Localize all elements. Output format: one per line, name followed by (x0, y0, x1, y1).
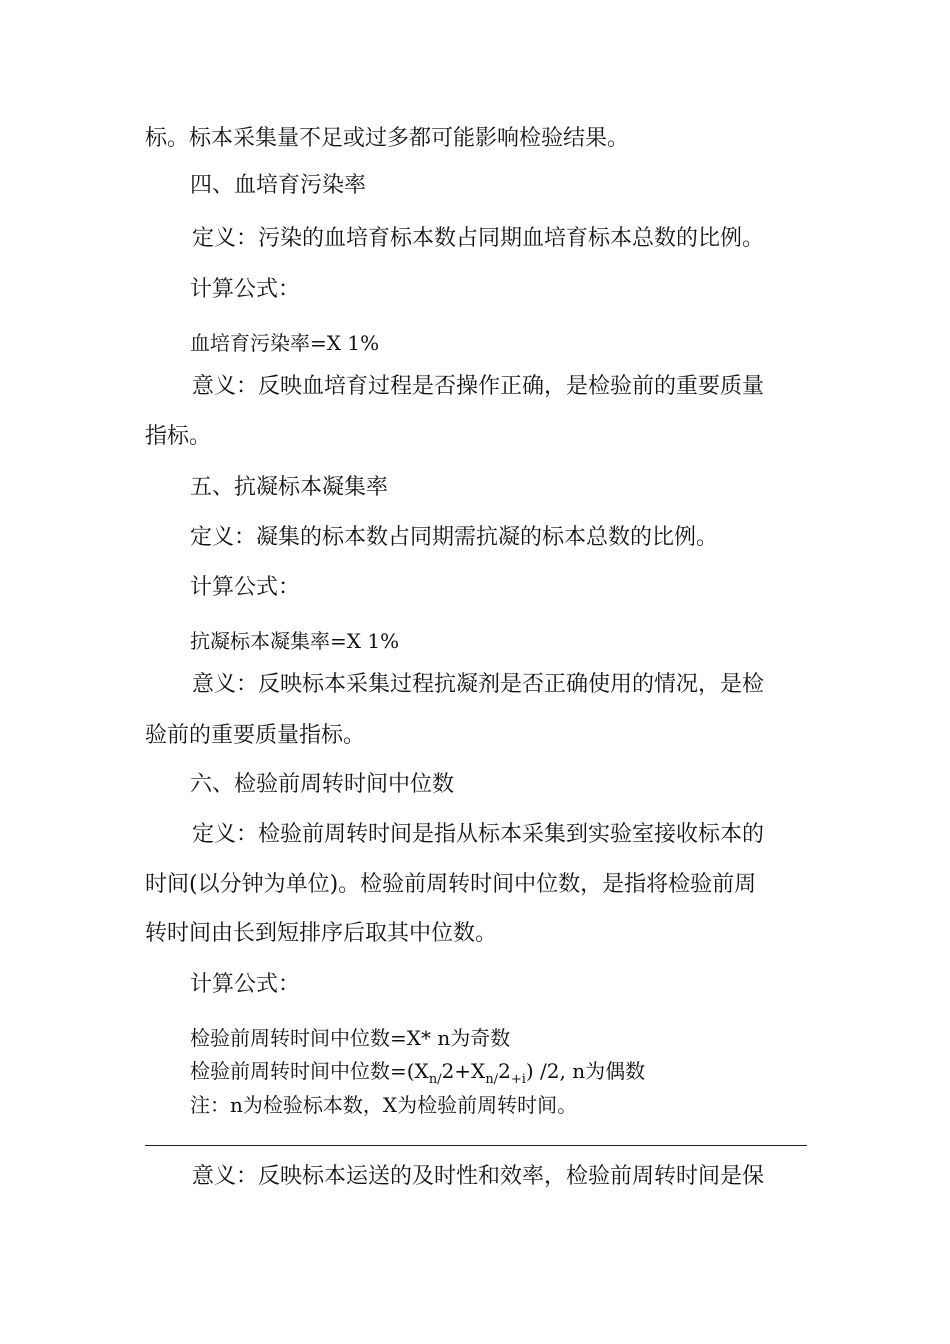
definition-6: 定义：检验前周转时间是指从标本采集到实验室接收标本的 (192, 822, 765, 847)
paragraph-continuation: 标。标本采集量不足或过多都可能影响检验结果。 (145, 126, 630, 151)
formula-label-6: 计算公式： (190, 972, 301, 997)
formula-even-sub2: n/ (485, 1072, 499, 1087)
significance-5-cont: 验前的重要质量指标。 (145, 723, 366, 748)
formula-label-4: 计算公式： (190, 277, 301, 302)
formula-even-sub3: +i (510, 1072, 526, 1087)
formula-even-tail: ) /2, n为偶数 (525, 1059, 646, 1083)
significance-5: 意义：反映标本采集过程抗凝剂是否正确使用的情况，是检 (192, 672, 765, 697)
definition-6-cont-1: 时间(以分钟为单位)。检验前周转时间中位数，是指将检验前周 (145, 872, 757, 897)
significance-4: 意义：反映血培育过程是否操作正确，是检验前的重要质量 (192, 374, 765, 399)
formula-even-mid: 2+X (441, 1059, 486, 1083)
significance-4-cont: 指标。 (145, 424, 212, 449)
formula-5: 抗凝标本凝集率=X 1% (190, 629, 400, 653)
section-heading-5: 五、抗凝标本凝集率 (190, 475, 389, 500)
significance-6: 意义：反映标本运送的及时性和效率，检验前周转时间是保 (192, 1164, 765, 1189)
formula-even-sub1: n/ (428, 1072, 442, 1087)
formula-even-mid2: 2 (498, 1059, 511, 1083)
section-heading-4: 四、血培育污染率 (190, 173, 367, 198)
definition-5: 定义：凝集的标本数占同期需抗凝的标本总数的比例。 (190, 525, 719, 550)
formula-note: 注：n为检验标本数，X为检验前周转时间。 (190, 1093, 578, 1117)
definition-4: 定义：污染的血培育标本数占同期血培育标本总数的比例。 (192, 226, 765, 251)
section-heading-6: 六、检验前周转时间中位数 (190, 772, 455, 797)
horizontal-divider (145, 1145, 807, 1146)
formula-even-lead: 检验前周转时间中位数=(X (190, 1059, 429, 1083)
formula-label-5: 计算公式： (190, 575, 301, 600)
definition-6-cont-2: 转时间由长到短排序后取其中位数。 (145, 921, 498, 946)
formula-4: 血培育污染率=X 1% (190, 331, 380, 355)
formula-6-odd: 检验前周转时间中位数=X* n为奇数 (190, 1026, 511, 1050)
